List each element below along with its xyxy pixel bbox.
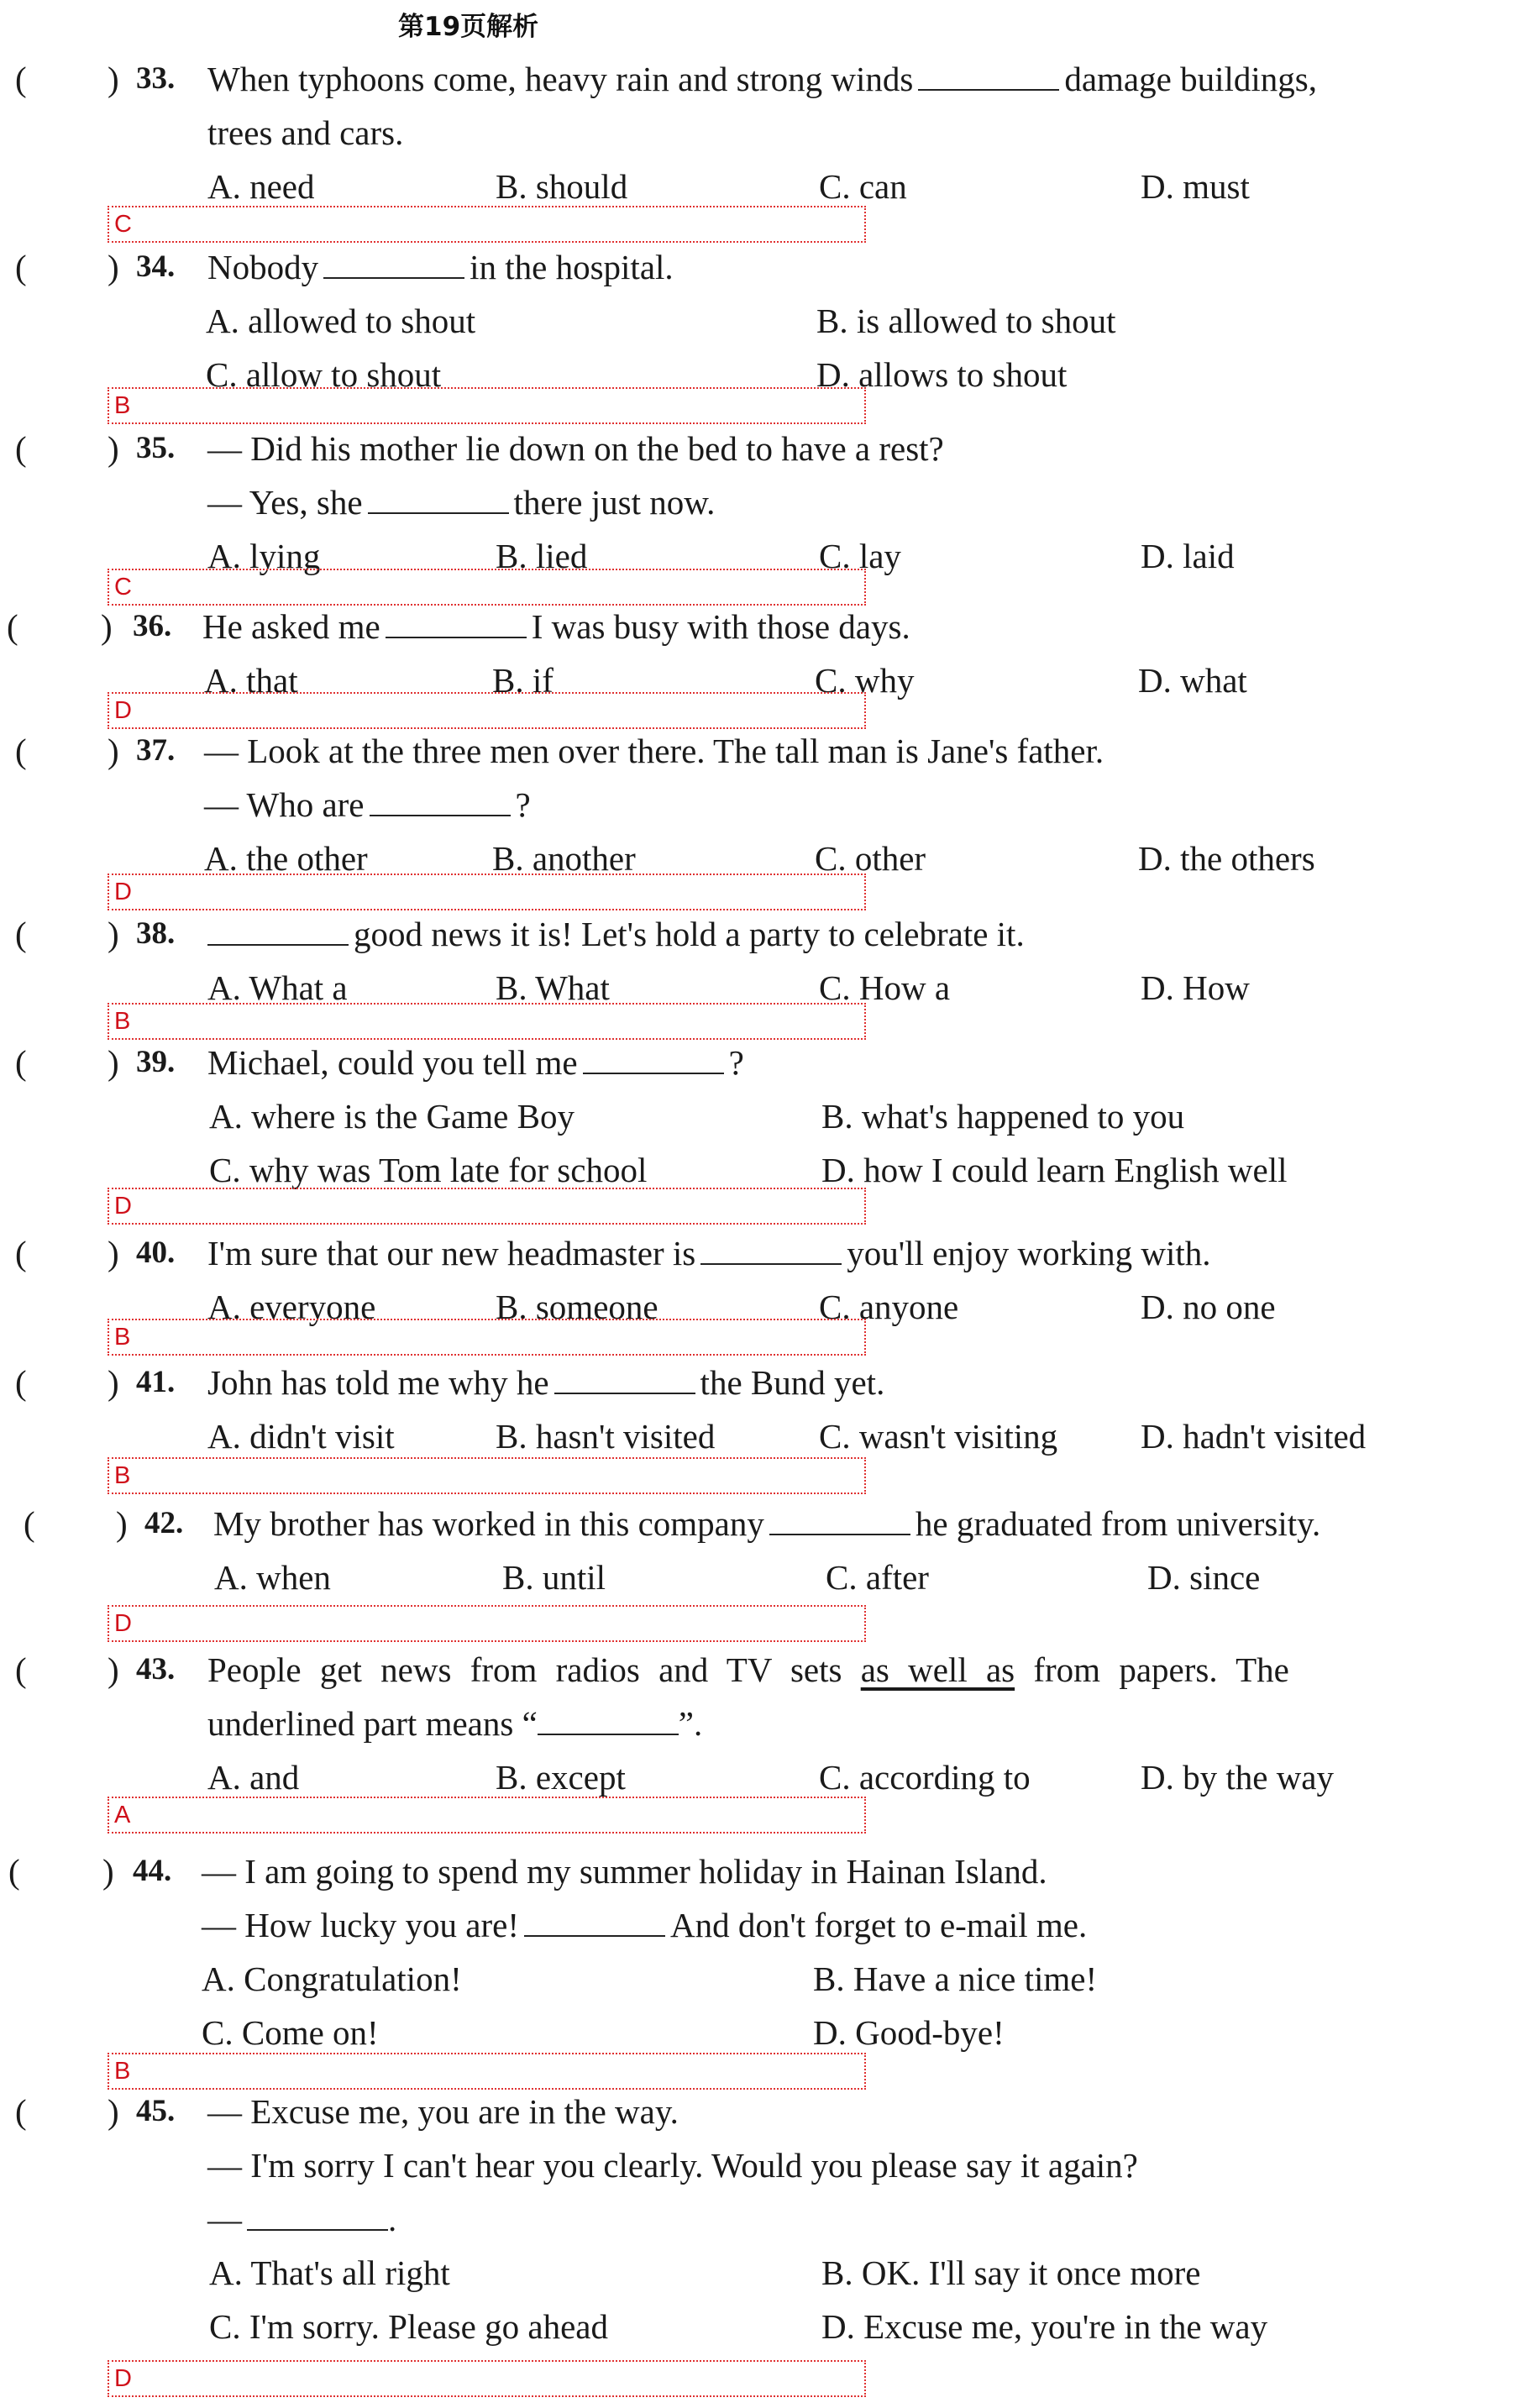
option-a: A. the other bbox=[204, 839, 368, 878]
option-c: C. why bbox=[815, 661, 915, 700]
question-stem: ? bbox=[728, 1043, 744, 1082]
answer-blank bbox=[583, 1044, 724, 1074]
question-stem: trees and cars. bbox=[207, 113, 404, 152]
answer-box: B bbox=[108, 1457, 866, 1494]
question-stem: Nobody bbox=[207, 248, 319, 286]
option-d: D. hadn't visited bbox=[1141, 1417, 1367, 1456]
question-stem: People get news from radios and TV sets bbox=[207, 1650, 842, 1689]
answer-blank bbox=[368, 484, 509, 514]
option-a: A. Congratulation! bbox=[202, 1959, 462, 1998]
option-a: A. where is the Game Boy bbox=[209, 1097, 574, 1136]
option-a: A. need bbox=[207, 167, 315, 206]
question-stem: from papers. The bbox=[1033, 1650, 1289, 1689]
question-number: 42. bbox=[144, 1506, 184, 1540]
question-stem: there just now. bbox=[513, 483, 716, 522]
option-b: B. if bbox=[492, 661, 554, 700]
option-b: B. until bbox=[502, 1558, 606, 1597]
option-d: D. How bbox=[1141, 968, 1250, 1007]
option-c: C. anyone bbox=[819, 1288, 959, 1326]
question-stem: underlined part means “ bbox=[207, 1704, 538, 1743]
question-number: 37. bbox=[136, 733, 176, 768]
question-number: 35. bbox=[136, 431, 176, 465]
option-d: D. by the way bbox=[1141, 1758, 1335, 1797]
option-b: B. another bbox=[492, 839, 636, 878]
question-number: 38. bbox=[136, 916, 176, 951]
answer-blank bbox=[538, 1705, 679, 1735]
answer-blank bbox=[524, 1907, 665, 1937]
option-c: C. can bbox=[819, 167, 907, 206]
option-d: D. Good-bye! bbox=[813, 2013, 1005, 2052]
option-b: B. someone bbox=[496, 1288, 658, 1326]
answer-blank bbox=[323, 249, 464, 279]
question-stem: — Excuse me, you are in the way. bbox=[207, 2092, 679, 2131]
option-b: B. OK. I'll say it once more bbox=[821, 2253, 1201, 2292]
option-b: B. what's happened to you bbox=[821, 1097, 1185, 1136]
option-b: B. except bbox=[496, 1758, 626, 1797]
option-d: D. allows to shout bbox=[816, 355, 1068, 394]
option-c: C. after bbox=[826, 1558, 929, 1597]
option-b: B. should bbox=[496, 167, 628, 206]
question-number: 41. bbox=[136, 1365, 176, 1399]
question-stem: — I'm sorry I can't hear you clearly. Would you please say it again? bbox=[207, 2146, 1138, 2185]
question-stem: Michael, could you tell me bbox=[207, 1043, 578, 1082]
answer-box: B bbox=[108, 2053, 866, 2090]
question-number: 39. bbox=[136, 1045, 176, 1079]
question-number: 45. bbox=[136, 2094, 176, 2128]
question-stem: you'll enjoy working with. bbox=[847, 1234, 1211, 1272]
question-stem: — Yes, she bbox=[207, 483, 363, 522]
question-stem: John has told me why he bbox=[207, 1363, 549, 1402]
answer-blank bbox=[247, 2201, 388, 2231]
option-c: C. Come on! bbox=[202, 2013, 379, 2052]
underlined-phrase: as well as bbox=[860, 1650, 1015, 1689]
question-number: 44. bbox=[133, 1854, 172, 1888]
option-a: A. didn't visit bbox=[207, 1417, 395, 1456]
answer-box: B bbox=[108, 387, 866, 424]
question-stem: — How lucky you are! bbox=[202, 1906, 520, 1944]
option-d: D. how I could learn English well bbox=[821, 1151, 1288, 1189]
option-d: D. Excuse me, you're in the way bbox=[821, 2307, 1268, 2346]
question-stem: he graduated from university. bbox=[915, 1504, 1321, 1543]
question-stem: I was busy with those days. bbox=[531, 607, 910, 646]
option-c: C. I'm sorry. Please go ahead bbox=[209, 2307, 608, 2346]
option-a: A. when bbox=[214, 1558, 331, 1597]
page-title: 第19页解析 bbox=[398, 12, 539, 42]
question-stem: When typhoons come, heavy rain and strong winds bbox=[207, 60, 914, 98]
option-d: D. must bbox=[1141, 167, 1250, 206]
option-b: B. hasn't visited bbox=[496, 1417, 716, 1456]
option-a: A. allowed to shout bbox=[206, 302, 476, 340]
option-a: A. that bbox=[204, 661, 298, 700]
answer-box: B bbox=[108, 1003, 866, 1040]
option-c: C. allow to shout bbox=[206, 355, 442, 394]
question-stem: in the hospital. bbox=[470, 248, 674, 286]
answer-box: D bbox=[108, 873, 866, 910]
question-stem: — I am going to spend my summer holiday in Hainan Island. bbox=[202, 1852, 1047, 1891]
question-stem: And don't forget to e-mail me. bbox=[670, 1906, 1088, 1944]
option-a: A. lying bbox=[207, 537, 321, 575]
answer-blank bbox=[370, 786, 511, 816]
option-b: B. What bbox=[496, 968, 610, 1007]
question-stem: damage buildings, bbox=[1064, 60, 1317, 98]
option-a: A. and bbox=[207, 1758, 300, 1797]
answer-blank bbox=[386, 608, 527, 638]
option-c: C. other bbox=[815, 839, 926, 878]
option-d: D. no one bbox=[1141, 1288, 1276, 1326]
option-c: C. How a bbox=[819, 968, 951, 1007]
answer-box: D bbox=[108, 1605, 866, 1642]
question-stem: — Did his mother lie down on the bed to have a rest? bbox=[207, 429, 944, 468]
question-stem: He asked me bbox=[202, 607, 380, 646]
option-b: B. is allowed to shout bbox=[816, 302, 1116, 340]
option-d: D. the others bbox=[1138, 839, 1315, 878]
option-d: D. what bbox=[1138, 661, 1247, 700]
answer-box: D bbox=[108, 1188, 866, 1225]
question-stem: I'm sure that our new headmaster is bbox=[207, 1234, 696, 1272]
option-c: C. according to bbox=[819, 1758, 1031, 1797]
question-number: 33. bbox=[136, 61, 176, 96]
answer-blank bbox=[769, 1505, 910, 1535]
answer-blank bbox=[207, 915, 349, 946]
question-stem: My brother has worked in this company bbox=[213, 1504, 764, 1543]
question-number: 34. bbox=[136, 249, 176, 284]
question-number: 43. bbox=[136, 1652, 176, 1687]
question-stem: good news it is! Let's hold a party to celebrate it. bbox=[354, 915, 1025, 953]
option-d: D. laid bbox=[1141, 537, 1235, 575]
option-c: C. why was Tom late for school bbox=[209, 1151, 648, 1189]
answer-blank bbox=[554, 1364, 695, 1394]
answer-box: D bbox=[108, 692, 866, 729]
question-stem: . bbox=[388, 2200, 397, 2238]
answer-box: B bbox=[108, 1319, 866, 1356]
question-stem: the Bund yet. bbox=[700, 1363, 885, 1402]
question-stem: — Look at the three men over there. The tall man is Jane's father. bbox=[204, 732, 1104, 770]
question-number: 36. bbox=[133, 609, 172, 643]
answer-blank bbox=[918, 60, 1059, 91]
option-d: D. since bbox=[1147, 1558, 1261, 1597]
answer-box: C bbox=[108, 206, 866, 243]
option-b: B. lied bbox=[496, 537, 588, 575]
option-a: A. What a bbox=[207, 968, 348, 1007]
question-stem: ? bbox=[515, 785, 531, 824]
option-c: C. wasn't visiting bbox=[819, 1417, 1058, 1456]
option-a: A. everyone bbox=[207, 1288, 376, 1326]
option-a: A. That's all right bbox=[209, 2253, 450, 2292]
question-stem: — Who are bbox=[204, 785, 365, 824]
answer-box: D bbox=[108, 2360, 866, 2397]
option-b: B. Have a nice time! bbox=[813, 1959, 1098, 1998]
option-c: C. lay bbox=[819, 537, 901, 575]
answer-box: A bbox=[108, 1797, 866, 1834]
question-number: 40. bbox=[136, 1235, 176, 1270]
question-stem: ”. bbox=[678, 1704, 703, 1743]
answer-box: C bbox=[108, 569, 866, 606]
question-stem: — bbox=[207, 2200, 242, 2238]
answer-blank bbox=[700, 1235, 842, 1265]
